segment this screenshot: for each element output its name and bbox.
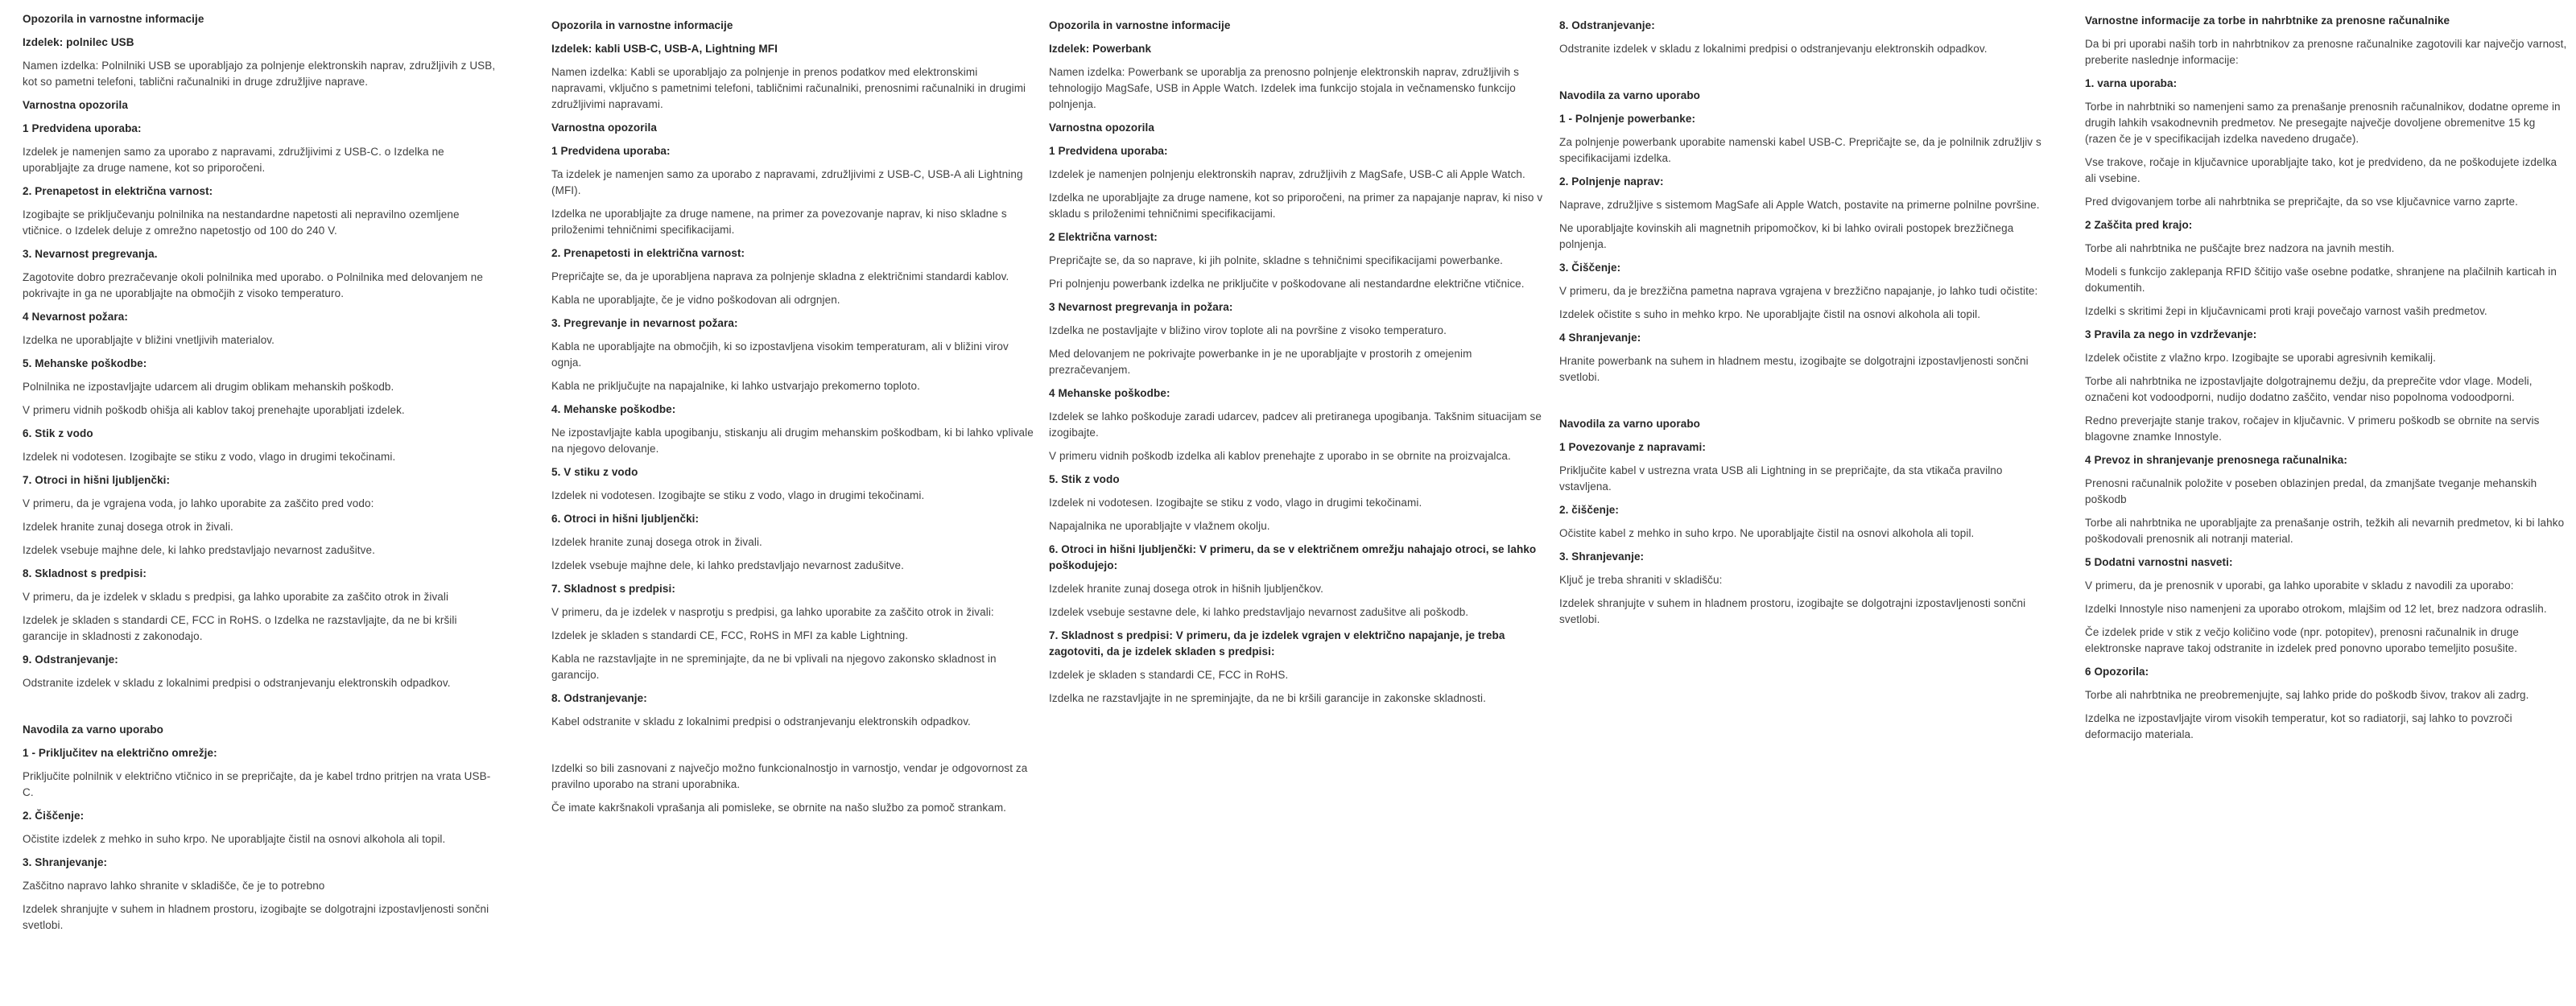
paragraph: Zaščitno napravo lahko shranite v skladišče, če je to potrebno (23, 880, 325, 892)
paragraph: Izdelek očistite s suho in mehko krpo. Ne uporabljajte čistil na osnovi alkohola ali topil. (1559, 308, 1981, 320)
section-heading: 2. Prenapetosti in električna varnost: (551, 247, 745, 259)
section-heading: Varnostna opozorila (551, 122, 657, 134)
section-heading: 2. čiščenje: (1559, 504, 1619, 516)
paragraph: Izdelka ne postavljajte v bližino virov toplote ali na površine z visoko temperaturo. (1049, 324, 1447, 336)
paragraph: Če imate kakršnakoli vprašanja ali pomisleke, se obrnite na našo službo za pomoč strankam. (551, 802, 1007, 814)
paragraph: Izdelek očistite z vlažno krpo. Izogibajte se uporabi agresivnih kemikalij. (2085, 352, 2436, 364)
section-heading: Varnostna opozorila (1049, 122, 1154, 134)
paragraph: Pred dvigovanjem torbe ali nahrbtnika se prepričajte, da so vse ključavnice varno zaprte. (2085, 196, 2518, 208)
paragraph: Če izdelek pride v stik z večjo količino vode (npr. potopitev), prenosni računalnik in druge elektronske naprave takoj odstranite in izdelek pred ponovno uporabo temeljito posušite. (2085, 626, 2519, 654)
paragraph: Izdelki s skritimi žepi in ključavnicami proti kraji povečajo varnost vaših predmetov. (2085, 305, 2487, 317)
paragraph: Redno preverjajte stanje trakov, ročajev in ključavnic. V primeru poškodb se obrnite na servis blagovne znamke Innostyle. (2085, 414, 2540, 443)
section-heading: 8. Odstranjevanje: (551, 692, 647, 704)
section-heading: 8. Skladnost s predpisi: (23, 567, 147, 579)
section-heading: 5 Dodatni varnostni nasveti: (2085, 556, 2233, 568)
paragraph: V primeru vidnih poškodb ohišja ali kablov takoj prenehajte uporabljati izdelek. (23, 404, 405, 416)
document-column-powerbank (1049, 18, 1544, 714)
spacer (1559, 64, 2042, 80)
paragraph: Izdelka ne razstavljajte in ne spreminjajte, da ne bi kršili garancije in zakonske skladnosti. (1049, 692, 1486, 704)
paragraph: Izdelek ni vodotesen. Izogibajte se stiku z vodo, vlago in drugimi tekočinami. (23, 451, 396, 463)
section-heading: 4 Shranjevanje: (1559, 332, 1641, 344)
spacer (23, 699, 499, 715)
paragraph: Izdelek je skladen s standardi CE, FCC in RoHS. o Izdelka ne razstavljajte, da ne bi kršili garancije in skladnosti z zakonodajo. (23, 614, 457, 642)
paragraph: Namen izdelka: Polnilniki USB se uporabljajo za polnjenje elektronskih naprav, združljivih z USB, kot so pametni telefoni, tablični računalniki in druge združljive naprave. (23, 60, 496, 88)
section-heading: 2. Polnjenje naprav: (1559, 175, 1664, 188)
paragraph: Izdelka ne uporabljajte v bližini vnetljivih materialov. (23, 334, 275, 346)
section-heading: Navodila za varno uporabo (23, 724, 164, 736)
paragraph: V primeru, da je izdelek v skladu s predpisi, ga lahko uporabite za zaščito otrok in živali (23, 591, 449, 603)
paragraph: Prepričajte se, da so naprave, ki jih polnite, skladne s tehničnimi specifikacijami powerbanke. (1049, 254, 1504, 266)
paragraph: Izdelek se lahko poškoduje zaradi udarcev, padcev ali pretiranega upogibanja. Takšnim situacijam se izogibajte. (1049, 410, 1542, 439)
paragraph: Torbe ali nahrbtnika ne uporabljajte za prenašanje ostrih, težkih ali nevarnih predmetov, ki bi lahko poškodovali prenosnik ali notranji material. (2085, 517, 2565, 545)
paragraph: Kabla ne priključujte na napajalnike, ki lahko ustvarjajo prekomerno toploto. (551, 380, 920, 392)
paragraph: Očistite kabel z mehko in suho krpo. Ne uporabljajte čistil na osnovi alkohola ali topil. (1559, 527, 1975, 539)
section-heading: 1 Predvidena uporaba: (23, 122, 142, 134)
paragraph: V primeru vidnih poškodb izdelka ali kablov prenehajte z uporabo in se obrnite na proizvajalca. (1049, 450, 1511, 462)
section-heading: 2 Električna varnost: (1049, 231, 1158, 243)
paragraph: Torbe ali nahrbtnika ne puščajte brez nadzora na javnih mestih. (2085, 242, 2395, 254)
paragraph: Vse trakove, ročaje in ključavnice uporabljajte tako, kot je predvideno, da ne poškodujete izdelka ali vsebine. (2085, 156, 2557, 184)
paragraph: Za polnjenje powerbank uporabite namenski kabel USB-C. Prepričajte se, da je polnilnik združljiv s specifikacijami izdelka. (1559, 136, 2041, 164)
section-heading: 5. Mehanske poškodbe: (23, 357, 147, 369)
paragraph: Izdelki Innostyle niso namenjeni za uporabo otrokom, mlajšim od 12 let, brez nadzora odraslih. (2085, 603, 2547, 615)
section-heading: 3. Nevarnost pregrevanja. (23, 248, 158, 260)
paragraph: Izdelek je namenjen samo za uporabo z napravami, združljivimi z USB-C. o Izdelka ne uporabljajte za druge namene, kot so priporočeni. (23, 146, 444, 174)
paragraph: Kabla ne razstavljajte in ne spreminjajte, da ne bi vplivali na njegovo zakonsko skladnost in garancijo. (551, 653, 997, 681)
section-heading: 2 Zaščita pred krajo: (2085, 219, 2193, 231)
paragraph: V primeru, da je izdelek v nasprotju s predpisi, ga lahko uporabite za zaščito otrok in živali: (551, 606, 994, 618)
section-heading: 9. Odstranjevanje: (23, 653, 118, 666)
section-heading: 4 Nevarnost požara: (23, 311, 128, 323)
section-heading: 8. Odstranjevanje: (1559, 19, 1655, 31)
paragraph: Kabla ne uporabljajte na območjih, ki so izpostavljena visokim temperaturam, ali v bližini virov ognja. (551, 340, 1009, 369)
paragraph: Izdelka ne uporabljajte za druge namene, na primer za povezovanje naprav, ki niso skladne s priloženimi tehničnimi specifikacijami. (551, 208, 1007, 236)
paragraph: Priključite polnilnik v električno vtičnico in se prepričajte, da je kabel trdno pritrjen na vrata USB-C. (23, 770, 491, 798)
paragraph: Namen izdelka: Kabli se uporabljajo za polnjenje in prenos podatkov med elektronskimi napravami, vključno s pametnimi telefoni, tabličnimi računalniki, prenosnimi računalniki in drugimi združljivimi napravami. (551, 66, 1026, 110)
paragraph: Naprave, združljive s sistemom MagSafe ali Apple Watch, postavite na primerne polnilne površine. (1559, 199, 2040, 211)
section-heading: 6. Stik z vodo (23, 427, 93, 439)
paragraph: Priključite kabel v ustrezna vrata USB ali Lightning in se prepričajte, da sta vtikača pravilno vstavljena. (1559, 464, 2003, 493)
paragraph: Izdelek shranjujte v suhem in hladnem prostoru, izogibajte se dolgotrajni izpostavljenosti sončni svetlobi. (1559, 597, 2026, 625)
paragraph: Namen izdelka: Powerbank se uporablja za prenosno polnjenje elektronskih naprav, združljivih s tehnologijo MagSafe, USB in Apple Watch. Izdelek ima funkcijo stojala in večnamensko funkcijo polnjenja. (1049, 66, 1519, 110)
paragraph: Hranite powerbank na suhem in hladnem mestu, izogibajte se dolgotrajni izpostavljenosti sončni svetlobi. (1559, 355, 2029, 383)
paragraph: Izdelek hranite zunaj dosega otrok in živali. (551, 536, 762, 548)
section-heading: 6. Otroci in hišni ljubljenčki: V primeru, da se v električnem omrežju nahajajo otroci, se lahko poškodujejo: (1049, 543, 1537, 571)
paragraph: Prenosni računalnik položite v poseben oblazinjen predal, da zmanjšate tveganje mehanskih poškodb (2085, 477, 2537, 505)
section-heading: Opozorila in varnostne informacije (23, 13, 204, 25)
document-column-cables (551, 18, 1034, 823)
section-heading: Izdelek: Powerbank (1049, 43, 1152, 55)
section-heading: 5. Stik z vodo (1049, 473, 1120, 485)
section-heading: 4 Mehanske poškodbe: (1049, 387, 1170, 399)
section-heading: 3. Shranjevanje: (23, 856, 108, 868)
paragraph: Napajalnika ne uporabljajte v vlažnem okolju. (1049, 520, 1270, 532)
section-heading: 1 Predvidena uporaba: (551, 145, 671, 157)
document-column-usb-charger (23, 11, 499, 941)
paragraph: Izdelek je skladen s standardi CE, FCC in RoHS. (1049, 669, 1289, 681)
paragraph: Izdelek vsebuje sestavne dele, ki lahko predstavljajo nevarnost zadušitve ali poškodb. (1049, 606, 1469, 618)
section-heading: 3 Nevarnost pregrevanja in požara: (1049, 301, 1233, 313)
section-heading: Navodila za varno uporabo (1559, 418, 1701, 430)
paragraph: Odstranite izdelek v skladu z lokalnimi predpisi o odstranjevanju elektronskih odpadkov. (1559, 43, 1988, 55)
section-heading: 4. Mehanske poškodbe: (551, 403, 676, 415)
section-heading: 7. Skladnost s predpisi: V primeru, da je izdelek vgrajen v električno napajanje, je treba zagotoviti, da je izdelek skladen s predpisi: (1049, 629, 1505, 658)
paragraph: Izdelek je skladen s standardi CE, FCC, RoHS in MFI za kable Lightning. (551, 629, 909, 641)
paragraph: Izdelek ni vodotesen. Izogibajte se stiku z vodo, vlago in drugimi tekočinami. (551, 489, 925, 501)
section-heading: 5. V stiku z vodo (551, 466, 638, 478)
section-heading: Izdelek: kabli USB-C, USB-A, Lightning MFI (551, 43, 778, 55)
section-heading: Varnostne informacije za torbe in nahrbtnike za prenosne računalnike (2085, 14, 2450, 27)
paragraph: Izdelek vsebuje majhne dele, ki lahko predstavljajo nevarnost zadušitve. (23, 544, 375, 556)
paragraph: Kabla ne uporabljajte, če je vidno poškodovan ali odrgnjen. (551, 294, 840, 306)
paragraph: Izdelek hranite zunaj dosega otrok in živali. (23, 521, 233, 533)
section-heading: Varnostna opozorila (23, 99, 128, 111)
spacer (1559, 393, 2042, 409)
section-heading: 1 - Polnjenje powerbanke: (1559, 113, 1696, 125)
section-heading: Izdelek: polnilec USB (23, 36, 134, 48)
document-column-usage-instructions (1559, 18, 2042, 635)
section-heading: 4 Prevoz in shranjevanje prenosnega računalnika: (2085, 454, 2347, 466)
paragraph: Odstranite izdelek v skladu z lokalnimi predpisi o odstranjevanju elektronskih odpadkov. (23, 677, 451, 689)
spacer (551, 737, 1034, 753)
paragraph: Pri polnjenju powerbank izdelka ne priključite v poškodovane ali nestandardne električne vtičnice. (1049, 278, 1525, 290)
paragraph: V primeru, da je prenosnik v uporabi, ga lahko uporabite v skladu z navodili za uporabo: (2085, 579, 2514, 592)
paragraph: Zagotovite dobro prezračevanje okoli polnilnika med uporabo. o Polnilnika med delovanjem ne pokrivajte in ga ne uporabljajte na območjih z visoko temperaturo. (23, 271, 483, 299)
paragraph: Izdelka ne izpostavljajte virom visokih temperatur, kot so radiatorji, saj lahko to povzroči deformacijo materiala. (2085, 712, 2512, 740)
paragraph: Izdelek ni vodotesen. Izogibajte se stiku z vodo, vlago in drugimi tekočinami. (1049, 497, 1422, 509)
paragraph: Izdelek shranjujte v suhem in hladnem prostoru, izogibajte se dolgotrajni izpostavljenosti sončni svetlobi. (23, 903, 489, 931)
section-heading: 6 Opozorila: (2085, 666, 2149, 678)
section-heading: 7. Skladnost s predpisi: (551, 583, 675, 595)
paragraph: Očistite izdelek z mehko in suho krpo. Ne uporabljajte čistil na osnovi alkohola ali topil. (23, 833, 446, 845)
section-heading: 2. Čiščenje: (23, 810, 85, 822)
section-heading: 3. Čiščenje: (1559, 262, 1621, 274)
paragraph: Kabel odstranite v skladu z lokalnimi predpisi o odstranjevanju elektronskih odpadkov. (551, 715, 971, 728)
paragraph: Izdelki so bili zasnovani z največjo možno funkcionalnostjo in varnostjo, vendar je odgovornost za pravilno uporabo na strani uporabnika. (551, 762, 1028, 790)
section-heading: 1 Predvidena uporaba: (1049, 145, 1168, 157)
paragraph: Da bi pri uporabi naših torb in nahrbtnikov za prenosne računalnike zagotovili kar največjo varnost, preberite naslednje informacije: (2085, 38, 2567, 66)
paragraph: Torbe ali nahrbtnika ne izpostavljajte dolgotrajnemu dežju, da preprečite vdor vlage. Modeli, označeni kot vodoodporni, nudijo dodatno zaščito, vendar niso popolnoma vodoodporni. (2085, 375, 2533, 403)
paragraph: Med delovanjem ne pokrivajte powerbanke in je ne uporabljajte v prostorih z omejenim prezračevanjem. (1049, 348, 1472, 376)
paragraph: Modeli s funkcijo zaklepanja RFID ščitijo vaše osebne podatke, shranjene na plačilnih karticah in dokumentih. (2085, 266, 2557, 294)
paragraph: V primeru, da je brezžična pametna naprava vgrajena v brezžično napajanje, jo lahko tudi očistite: (1559, 285, 2038, 297)
section-heading: 3 Pravila za nego in vzdrževanje: (2085, 328, 2257, 340)
paragraph: Izdelek hranite zunaj dosega otrok in hišnih ljubljenčkov. (1049, 583, 1323, 595)
section-heading: 1 - Priključitev na električno omrežje: (23, 747, 217, 759)
paragraph: Izdelek je namenjen polnjenju elektronskih naprav, združljivih z MagSafe, USB-C ali Apple Watch. (1049, 168, 1525, 180)
section-heading: Navodila za varno uporabo (1559, 89, 1701, 101)
paragraph: Torbe ali nahrbtnika ne preobremenjujte, saj lahko pride do poškodb šivov, trakov ali zadrg. (2085, 689, 2529, 701)
document-column-laptop-bags (2085, 13, 2568, 750)
paragraph: Ne izpostavljajte kabla upogibanju, stiskanju ali drugim mehanskim poškodbam, ki bi lahko vplivale na njegovo delovanje. (551, 427, 1034, 455)
section-heading: Opozorila in varnostne informacije (551, 19, 733, 31)
section-heading: 6. Otroci in hišni ljubljenčki: (551, 513, 700, 525)
paragraph: Izdelek vsebuje majhne dele, ki lahko predstavljajo nevarnost zadušitve. (551, 559, 904, 571)
paragraph: Ne uporabljajte kovinskih ali magnetnih pripomočkov, ki bi lahko ovirali postopek brezžičnega polnjenja. (1559, 222, 2014, 250)
paragraph: Izogibajte se priključevanju polnilnika na nestandardne napetosti ali nepravilno ozemljene vtičnice. o Izdelek deluje z omrežno napetostjo od 100 do 240 V. (23, 208, 460, 237)
paragraph: Prepričajte se, da je uporabljena naprava za polnjenje skladna z električnimi standardi kablov. (551, 270, 1009, 282)
section-heading: 2. Prenapetost in električna varnost: (23, 185, 213, 197)
section-heading: 3. Shranjevanje: (1559, 550, 1645, 563)
paragraph: Ta izdelek je namenjen samo za uporabo z napravami, združljivimi z USB-C, USB-A ali Lightning (MFI). (551, 168, 1023, 196)
paragraph: V primeru, da je vgrajena voda, jo lahko uporabite za zaščito pred vodo: (23, 497, 374, 509)
section-heading: Opozorila in varnostne informacije (1049, 19, 1231, 31)
section-heading: 1. varna uporaba: (2085, 77, 2178, 89)
paragraph: Torbe in nahrbtniki so namenjeni samo za prenašanje prenosnih računalnikov, dodatne opreme in drugih lahkih vsakodnevnih predmetov. Ne presegajte največje dovoljene obremenitve 15 kg (razen če je v specifikacijah izdelka navedeno drugače). (2085, 101, 2561, 145)
section-heading: 7. Otroci in hišni ljubljenčki: (23, 474, 171, 486)
paragraph: Ključ je treba shraniti v skladišču: (1559, 574, 1723, 586)
paragraph: Izdelka ne uporabljajte za druge namene, kot so priporočeni, na primer za napajanje naprav, ki niso v skladu s priloženimi tehničnimi specifikacijami. (1049, 192, 1543, 220)
section-heading: 1 Povezovanje z napravami: (1559, 441, 1706, 453)
paragraph: Polnilnika ne izpostavljajte udarcem ali drugim oblikam mehanskih poškodb. (23, 381, 394, 393)
section-heading: 3. Pregrevanje in nevarnost požara: (551, 317, 738, 329)
